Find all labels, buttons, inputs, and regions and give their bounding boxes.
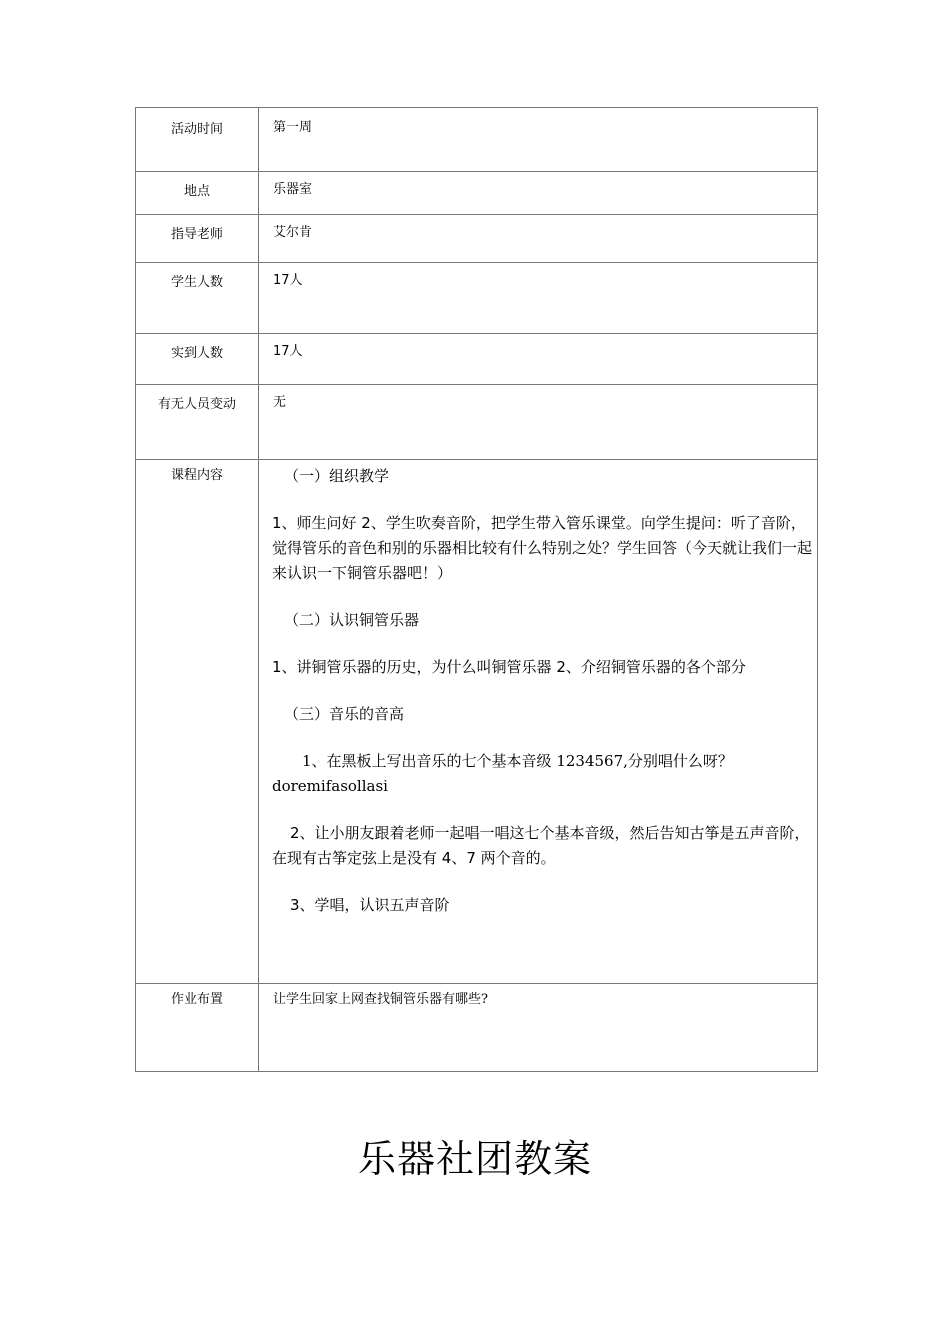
table-row-activity-time <box>136 108 818 172</box>
value-instructor: 艾尔肯 <box>259 215 818 263</box>
table-row-course-content <box>136 460 818 984</box>
label-student-count: 学生人数 <box>136 263 259 334</box>
document-title: 乐器社团教案 <box>357 1137 592 1181</box>
section-1-text: 1、师生问好 2、学生吹奏音阶，把学生带入管乐课堂。向学生提问：听了音阶，觉得管乐的音色和别的乐器相比较有什么特别之处？学生回答（今天就让我们一起来认识一下铜管乐器吧！） <box>272 514 813 582</box>
value-attendance: 17人 <box>259 334 818 385</box>
section-2-text: 1、讲铜管乐器的历史，为什么叫铜管乐器 2、介绍铜管乐器的各个部分 <box>272 658 746 676</box>
value-activity-time: 第一周 <box>259 108 818 172</box>
label-attendance: 实到人数 <box>136 334 259 385</box>
lesson-plan-sheet <box>135 107 818 1072</box>
value-personnel-change: 无 <box>259 385 818 460</box>
table-row-student-count <box>136 263 818 334</box>
section-3-heading: （三）音乐的音高 <box>284 705 405 723</box>
section-3-item-2: 2、让小朋友跟着老师一起唱一唱这七个基本音级，然后告知古筝是五声音阶，在现有古筝定弦上是没有 4、7 两个音的。 <box>272 824 810 867</box>
label-instructor: 指导老师 <box>136 215 259 263</box>
label-location: 地点 <box>136 172 259 215</box>
table-row-homework <box>136 984 818 1072</box>
table-row-location <box>136 172 818 215</box>
section-1-heading: （一）组织教学 <box>284 467 390 485</box>
table-row-instructor <box>136 215 818 263</box>
table-row-personnel-change <box>136 385 818 460</box>
section-2-heading: （二）认识铜管乐器 <box>284 611 420 629</box>
value-student-count: 17人 <box>259 263 818 334</box>
section-3-item-3: 3、学唱，认识五声音阶 <box>290 896 450 914</box>
value-location: 乐器室 <box>259 172 818 215</box>
label-homework: 作业布置 <box>136 984 259 1072</box>
lesson-plan-table <box>135 107 818 1072</box>
table-row-attendance <box>136 334 818 385</box>
value-homework: 让学生回家上网查找铜管乐器有哪些? <box>259 984 818 1072</box>
label-activity-time: 活动时间 <box>136 108 259 172</box>
section-3-item-1: 1、在黑板上写出音乐的七个基本音级 1234567,分别唱什么呀？doremifasollasi <box>272 752 733 795</box>
label-course-content: 课程内容 <box>136 460 259 984</box>
course-content-cell <box>259 460 818 984</box>
label-personnel-change: 有无人员变动 <box>136 385 259 460</box>
